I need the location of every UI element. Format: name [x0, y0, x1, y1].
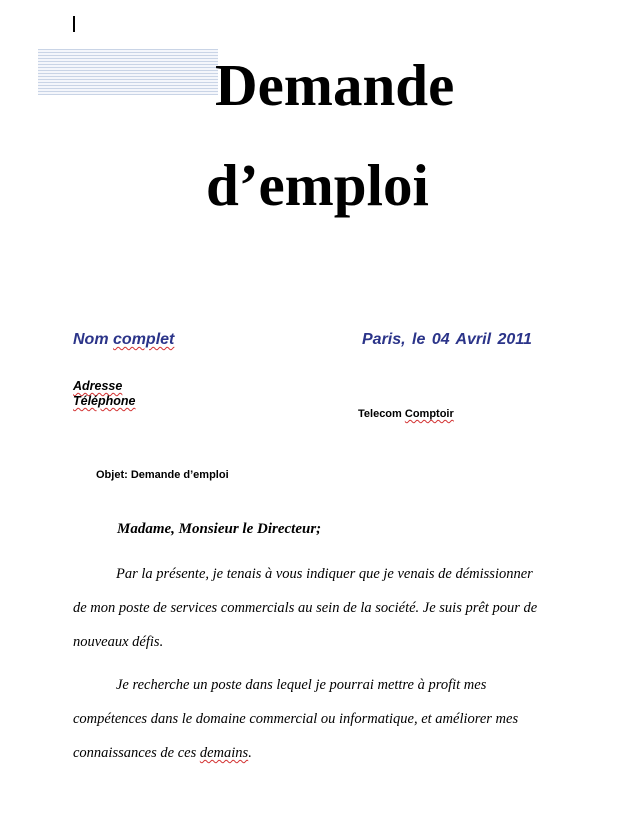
title-line-1: Demande [215, 52, 455, 118]
recipient-word2: Comptoir [404, 408, 454, 420]
sender-name [73, 331, 174, 349]
paragraph-2-line-3 [73, 736, 573, 770]
recipient-company [358, 408, 454, 420]
salutation: Madame, Monsieur le Directeur; [117, 521, 322, 537]
sender-name-word1: Nom [73, 331, 109, 348]
paragraph-2-line-1: Je recherche un poste dans lequel je pourrai mettre à profit mes [116, 677, 487, 693]
paragraph-2-line-3-start: connaissances de ces [73, 745, 200, 761]
text-cursor [73, 16, 75, 32]
paragraph-1-line-2: de mon poste de services commercials au sein de la société. Je suis prêt pour de [73, 600, 538, 616]
paragraph-1-line-3: nouveaux défis. [73, 634, 164, 650]
letter-subject: Objet: Demande d’emploi [96, 469, 229, 481]
sender-phone: Téléphone [73, 394, 136, 408]
sender-name-word2: complet [113, 331, 175, 348]
paragraph-2-line-3-end: . [248, 745, 252, 761]
paragraph-1-line-1: Par la présente, je tenais à vous indiquer que je venais de démissionner [116, 566, 533, 582]
misspelled-word: demains [199, 745, 249, 761]
paragraph-1 [73, 557, 573, 659]
letter-date: Paris, le 04 Avril 2011 [362, 331, 532, 348]
paragraph-2 [73, 668, 573, 770]
title-line-2: d’emploi [206, 152, 429, 218]
paragraph-2-line-2: compétences dans le domaine commercial ou informatique, et améliorer mes [73, 711, 519, 727]
recipient-word1: Telecom [358, 408, 402, 420]
decorative-stripes [38, 49, 218, 95]
sender-address: Adresse [73, 379, 123, 393]
sender-contact [73, 379, 136, 409]
